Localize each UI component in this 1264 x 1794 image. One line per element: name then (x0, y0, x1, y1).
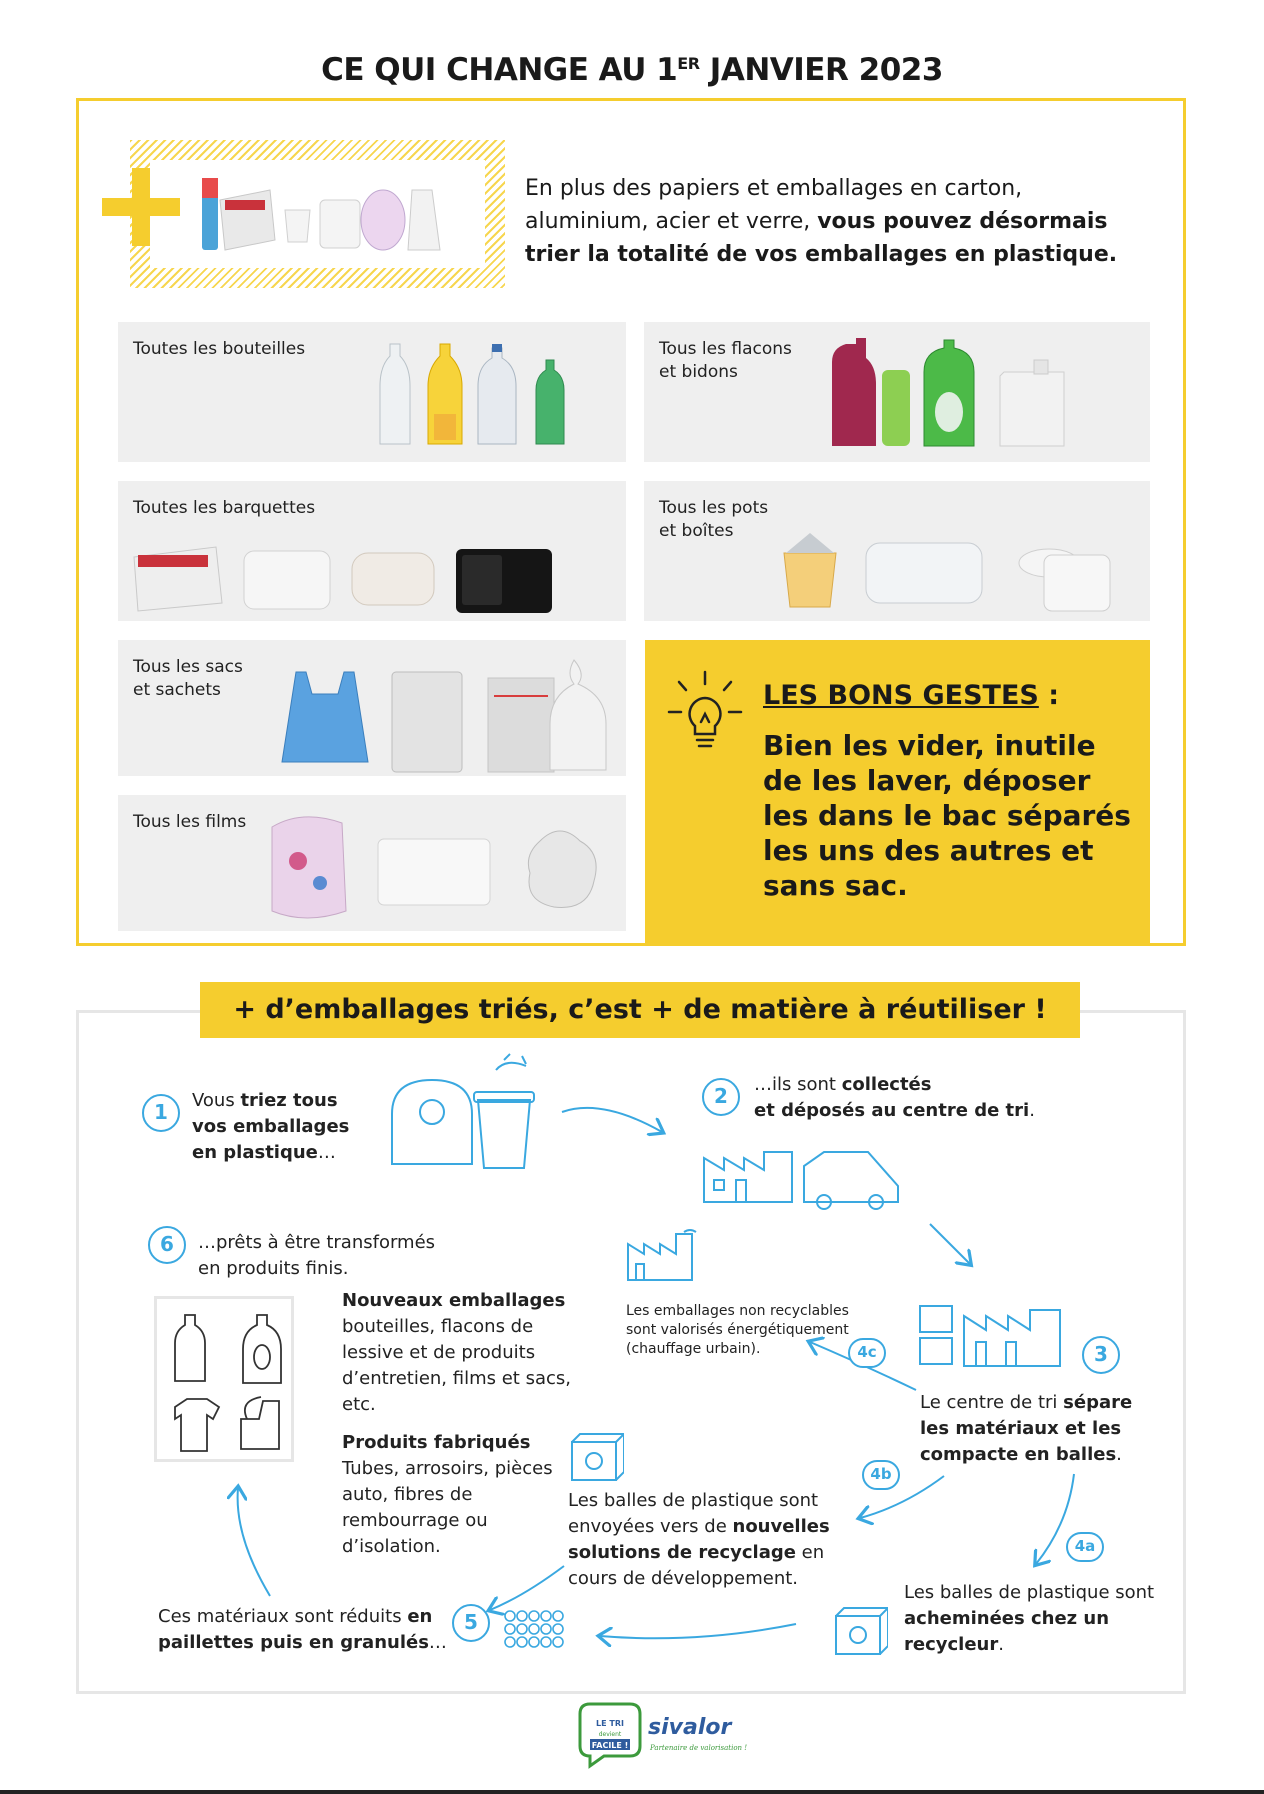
bales-factory-icon (916, 1296, 1076, 1376)
page-bottom-border (0, 1790, 1264, 1794)
title-end: JANVIER 2023 (699, 52, 943, 88)
step-1-badge: 1 (142, 1094, 180, 1132)
svg-text:devient: devient (598, 1731, 622, 1738)
step-1-text: Vous triez tous vos emballages en plastique… (192, 1090, 350, 1163)
step-4b-text: Les balles de plastique sont envoyées vers de nouvelles solutions de recyclage en cours de développement. (568, 1490, 830, 1589)
category-bottles: Toutes les bouteilles (118, 322, 626, 462)
incinerator-factory-icon (624, 1226, 704, 1284)
step-4c-badge: 4c (848, 1338, 886, 1368)
category-trays: Toutes les barquettes (118, 481, 626, 621)
step-5-badge: 5 (452, 1604, 490, 1642)
step-3-text: Le centre de tri sépare les matériaux et les compacte en balles. (920, 1392, 1133, 1465)
tips-body: Bien les vider, inutile de les laver, déposer les dans le bac séparés les uns des autres et sans sac. (763, 729, 1131, 902)
step-3-badge: 3 (1082, 1336, 1120, 1374)
step-4c-text: Les emballages non recyclables sont valorisés énergétiquement (chauffage urbain). (626, 1303, 849, 1357)
step-6-text: …prêts à être transformés en produits finis. (198, 1232, 436, 1279)
step-5-text: Ces matériaux sont réduits en paillettes puis en granulés… (158, 1606, 447, 1653)
intro-text: En plus des papiers et emballages en carton, aluminium, acier et verre, vous pouvez désormais trier la totalité de vos emballages en plastique. (525, 176, 1118, 267)
step-4a-badge: 4a (1066, 1532, 1104, 1562)
svg-text:sivalor: sivalor (648, 1715, 732, 1740)
svg-text:FACILE !: FACILE ! (591, 1741, 629, 1750)
sorting-center-truck-icon (700, 1140, 920, 1210)
category-bags: Tous les sacs et sachets (118, 640, 626, 776)
step-2-text: …ils sont collectés et déposés au centre de tri. (754, 1074, 1035, 1121)
plastic-bale-icon-2 (568, 1430, 624, 1486)
sivalor-logo (574, 1700, 754, 1770)
finished-products-icons (154, 1296, 294, 1462)
title-superscript: ER (677, 54, 700, 73)
granules-icon (502, 1608, 572, 1652)
step-2-badge: 2 (702, 1078, 740, 1116)
finished-products-text: Nouveaux emballages bouteilles, flacons de lessive et de produits d’entretien, films et sacs, etc. Produits fabriqués Tubes, arrosoirs, pièces auto, fibres de rembourrage ou d’isolation. (342, 1290, 571, 1557)
bins-icon (386, 1052, 546, 1176)
step-6-badge: 6 (148, 1226, 186, 1264)
recycling-banner: + d’emballages triés, c’est + de matière à réutiliser ! (200, 982, 1080, 1038)
tips-title: LES BONS GESTES : (763, 680, 1060, 711)
category-pots: Tous les pots et boîtes (644, 481, 1150, 621)
step-4b-badge: 4b (862, 1460, 900, 1490)
category-films: Tous les films (118, 795, 626, 931)
step-4a-text: Les balles de plastique sont acheminées chez un recycleur. (904, 1582, 1155, 1655)
category-flasks: Tous les flacons et bidons (644, 322, 1150, 462)
svg-text:Partenaire de valorisation !: Partenaire de valorisation ! (650, 1744, 748, 1752)
plastic-bale-icon (832, 1604, 888, 1660)
title-main: CE QUI CHANGE AU 1 (321, 52, 678, 88)
svg-text:LE TRI: LE TRI (596, 1719, 624, 1728)
